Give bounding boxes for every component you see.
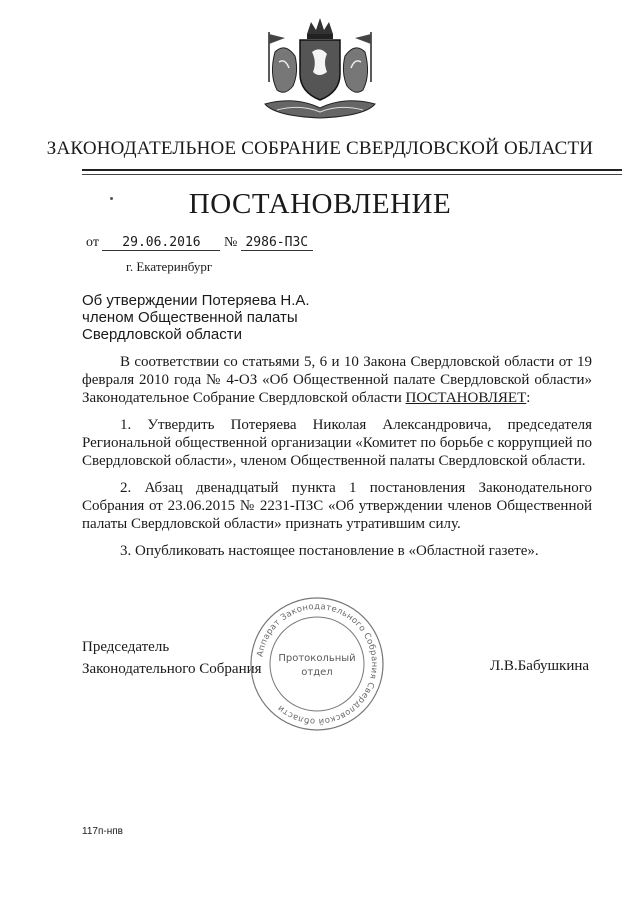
subject-line: Об утверждении Потеряева Н.А. bbox=[82, 292, 310, 309]
city: г. Екатеринбург bbox=[126, 259, 213, 274]
date-number-line bbox=[86, 235, 313, 251]
date-prefix: от bbox=[86, 235, 99, 250]
stamp-center-line: Протокольный bbox=[278, 653, 356, 664]
stamp-center-line: отдел bbox=[301, 667, 333, 678]
decree-item-3: 3. Опубликовать настоящее постановление в «Областной газете». bbox=[120, 543, 539, 559]
preamble-paragraph bbox=[82, 353, 592, 407]
document-date: 29.06.2016 bbox=[102, 235, 220, 251]
position-line: Председатель bbox=[82, 639, 170, 655]
signatory-name: Л.В.Бабушкина bbox=[490, 658, 590, 674]
svg-text:Аппарат Законодательного Собра bbox=[255, 602, 379, 726]
decree-colon: : bbox=[526, 390, 531, 406]
organization-name: ЗАКОНОДАТЕЛЬНОЕ СОБРАНИЕ СВЕРДЛОВСКОЙ ОБЛАСТИ bbox=[46, 138, 594, 159]
document-number: 2986-ПЗС bbox=[241, 235, 313, 251]
signatory-position bbox=[82, 636, 262, 680]
preamble-text: В соответствии со статьями 5, 6 и 10 Закона Свердловской области от 19 февраля 2010 года № 4-ОЗ «Об Общественной палате Свердловской области» Законодательное Собрание Свердловской области bbox=[82, 354, 592, 406]
header-divider-thin bbox=[82, 174, 622, 175]
number-prefix: № bbox=[223, 235, 238, 250]
header-divider-thick bbox=[82, 169, 622, 171]
subject-line: Свердловской области bbox=[82, 326, 243, 343]
document-subject bbox=[82, 292, 310, 343]
document-body bbox=[82, 353, 592, 569]
decree-keyword: ПОСТАНОВЛЯЕТ bbox=[405, 390, 527, 406]
stamp-ring-text: Аппарат Законодательного Собрания Свердловской области bbox=[255, 601, 380, 727]
subject-line: членом Общественной палаты bbox=[82, 309, 298, 326]
document-code: 117п-нпв bbox=[82, 826, 123, 837]
coat-of-arms-emblem bbox=[255, 12, 385, 130]
decree-item-1: 1. Утвердить Потеряева Николая Александровича, председателя Региональной общественной организации «Комитет по борьбе с коррупцией по Свердловской области», членом Общественной палаты Свердловской области. bbox=[82, 417, 592, 469]
position-line: Законодательного Собрания bbox=[82, 661, 262, 677]
document-type-title: ПОСТАНОВЛЕНИЕ bbox=[188, 188, 452, 220]
decree-item-2: 2. Абзац двенадцатый пункта 1 постановления Законодательного Собрания от 23.06.2015 № 2231-ПЗС «Об утверждении членов Общественной палаты Свердловской области» признать утратившим силу. bbox=[82, 480, 592, 532]
office-stamp bbox=[247, 595, 387, 733]
